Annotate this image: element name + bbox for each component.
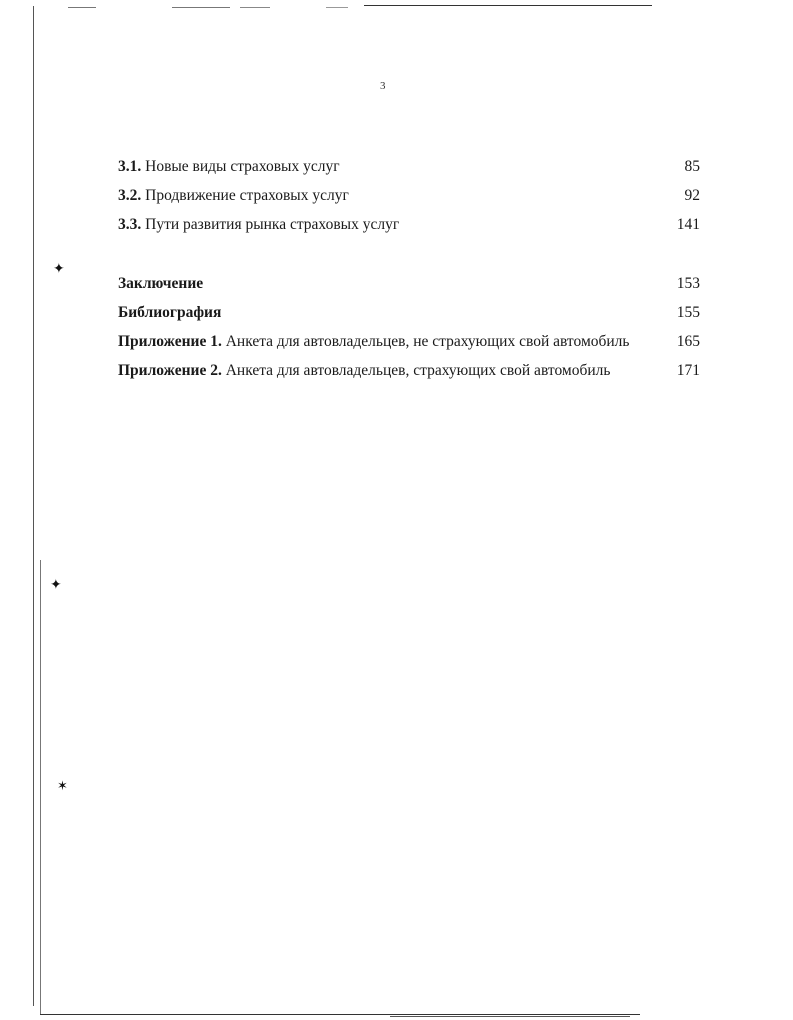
- page-number: 3: [380, 80, 386, 92]
- scan-bottom-edge: [40, 1014, 640, 1015]
- toc-entry-appendix-1[interactable]: [118, 327, 700, 356]
- toc-entry-3-2[interactable]: [118, 181, 700, 210]
- toc-entry-number: 3.2.: [118, 187, 142, 204]
- spacer: [118, 239, 700, 269]
- toc-entry-title: Заключение: [118, 275, 204, 292]
- toc-entry-appendix-2[interactable]: [118, 356, 700, 385]
- toc-entry-title: Пути развития рынка страховых услуг: [145, 216, 400, 233]
- toc-entry-label: Приложение 1.: [118, 333, 222, 350]
- toc-entry-title: Анкета для автовладельцев, не страхующих свой автомобиль: [225, 333, 630, 350]
- toc-entry-conclusion[interactable]: [118, 269, 700, 298]
- scan-left-edge: [40, 560, 41, 1015]
- toc-entry-3-1[interactable]: [118, 152, 700, 181]
- binding-hole-mark-icon: ✦: [53, 261, 65, 277]
- scan-artifact-line: [364, 5, 652, 6]
- toc-entry-number: 3.3.: [118, 216, 142, 233]
- toc-entry-title: Продвижение страховых услуг: [145, 187, 349, 204]
- toc-entry-number: 3.1.: [118, 158, 142, 175]
- toc-entry-label: Приложение 2.: [118, 362, 222, 379]
- scan-bottom-edge: [390, 1016, 630, 1017]
- binding-hole-mark-icon: ✦: [50, 577, 62, 593]
- toc-entry-3-3[interactable]: [118, 210, 700, 239]
- toc-entry-title: Библиография: [118, 304, 222, 321]
- toc-entry-page: 171: [676, 362, 700, 379]
- toc-entry-title: Анкета для автовладельцев, страхующих свой автомобиль: [225, 362, 611, 379]
- toc-entry-page: 141: [676, 216, 700, 233]
- scan-artifact-line: [68, 7, 96, 8]
- scan-artifact-line: [326, 7, 348, 8]
- toc-entry-page: 153: [676, 275, 700, 292]
- toc-entry-page: 92: [684, 187, 700, 204]
- table-of-contents: [118, 152, 700, 385]
- toc-entry-title: Новые виды страховых услуг: [145, 158, 340, 175]
- scan-artifact-line: [240, 7, 270, 8]
- scan-left-edge: [33, 6, 34, 1006]
- scan-artifact-line: [172, 7, 230, 8]
- toc-entry-page: 165: [676, 333, 700, 350]
- toc-entry-bibliography[interactable]: [118, 298, 700, 327]
- toc-entry-page: 155: [676, 304, 700, 321]
- binding-hole-mark-icon: ✶: [57, 779, 68, 794]
- toc-entry-page: 85: [684, 158, 700, 175]
